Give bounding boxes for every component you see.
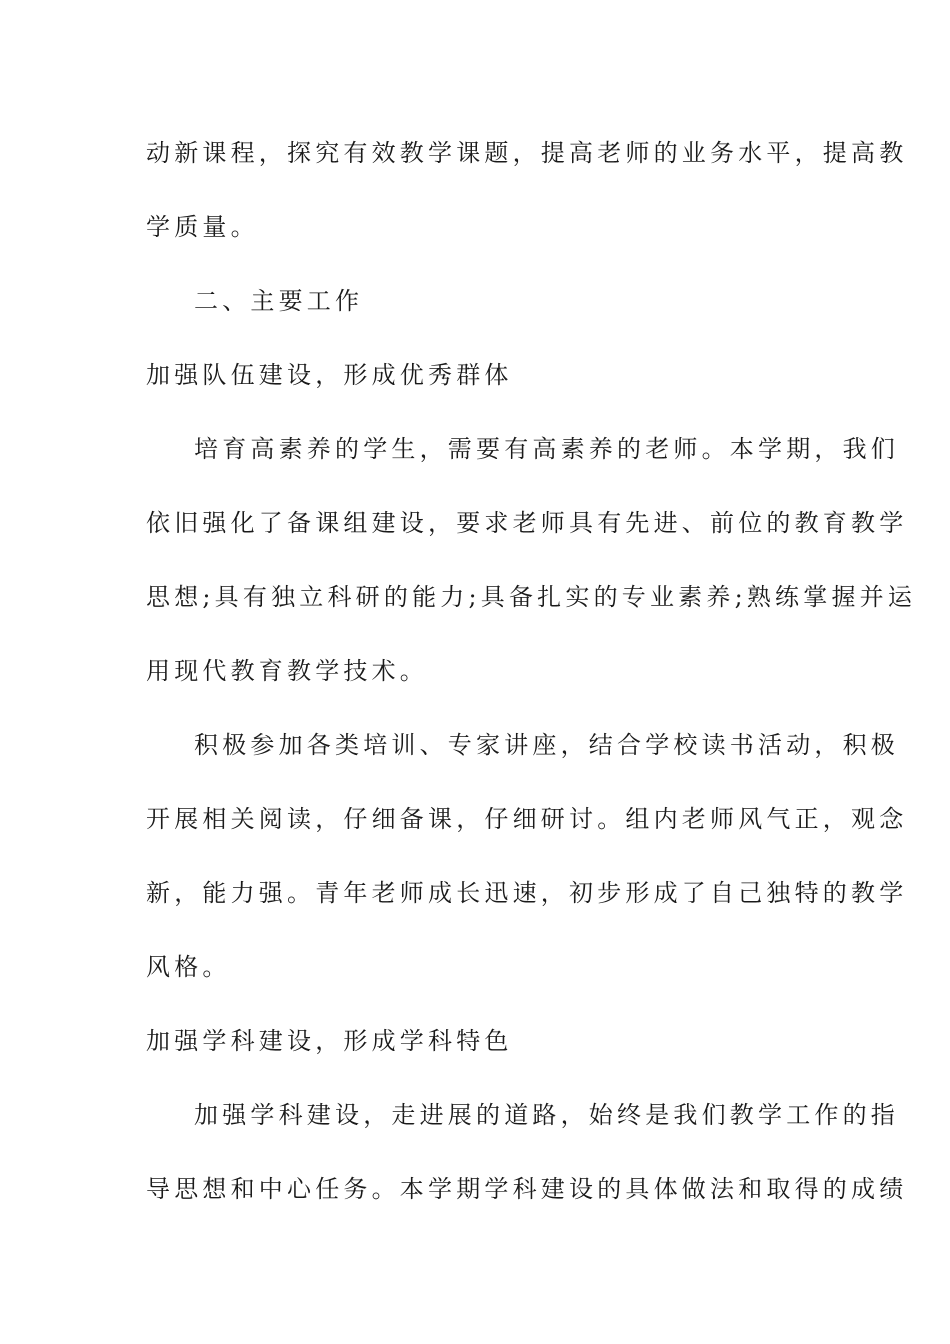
paragraph-line: 学质量。 bbox=[146, 213, 259, 241]
subsection-heading: 加强学科建设，形成学科特色 bbox=[146, 1027, 513, 1055]
paragraph-line: 积极参加各类培训、专家讲座，结合学校读书活动，积极 bbox=[194, 731, 899, 759]
paragraph-line: 用现代教育教学技术。 bbox=[146, 657, 428, 685]
subsection-heading: 加强队伍建设，形成优秀群体 bbox=[146, 361, 513, 389]
paragraph-line: 风格。 bbox=[146, 953, 231, 981]
paragraph-line: 加强学科建设，走进展的道路，始终是我们教学工作的指 bbox=[194, 1101, 899, 1129]
paragraph-line: 培育高素养的学生，需要有高素养的老师。本学期，我们 bbox=[194, 435, 899, 463]
paragraph-line: 依旧强化了备课组建设，要求老师具有先进、前位的教育教学 bbox=[146, 509, 908, 537]
paragraph-line: 思想;具有独立科研的能力;具备扎实的专业素养;熟练掌握并运 bbox=[146, 583, 917, 611]
section-heading: 二、主要工作 bbox=[194, 287, 364, 315]
paragraph-line: 开展相关阅读，仔细备课，仔细研讨。组内老师风气正，观念 bbox=[146, 805, 908, 833]
paragraph-line: 动新课程，探究有效教学课题，提高老师的业务水平，提高教 bbox=[146, 139, 908, 167]
paragraph-line: 导思想和中心任务。本学期学科建设的具体做法和取得的成绩 bbox=[146, 1175, 908, 1203]
paragraph-line: 新，能力强。青年老师成长迅速，初步形成了自己独特的教学 bbox=[146, 879, 908, 907]
